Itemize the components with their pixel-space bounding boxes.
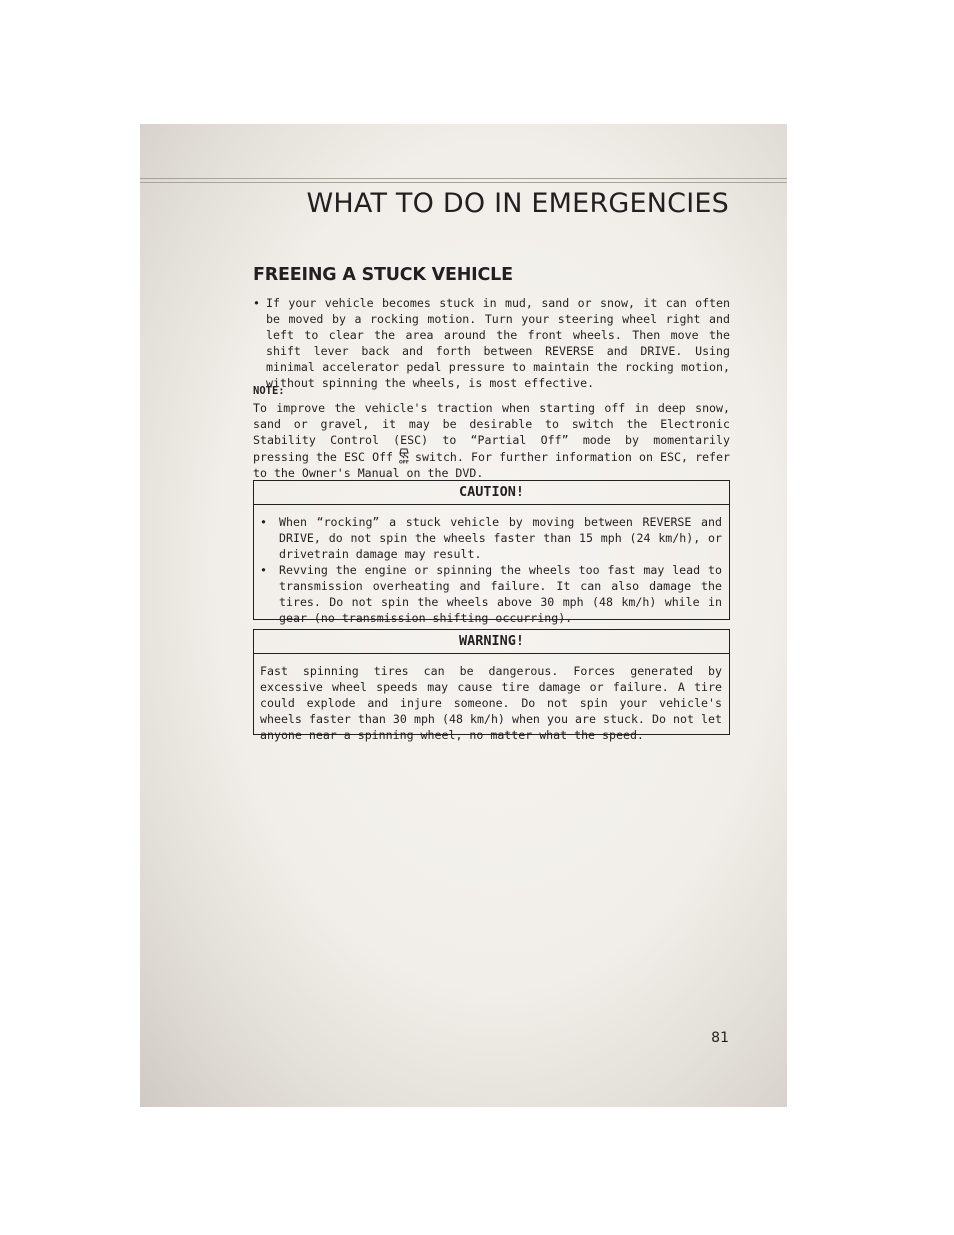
list-item-text: If your vehicle becomes stuck in mud, sand or snow, it can often be moved by a rocking motion. Turn your steering wheel right and left to clear the area around the front wheels. Then move the shift lever back and forth between REVERSE and DRIVE. Using minimal accelerator pedal pressure to maintain the rocking motion, without spinning the wheels, is most effective. bbox=[266, 296, 730, 390]
header-rule-bottom bbox=[140, 182, 787, 183]
note-text-after: switch. For further information on ESC, refer to the Owner's Manual on the DVD. bbox=[253, 450, 730, 480]
bullet-dot: • bbox=[253, 296, 260, 310]
caution-item-text: When “rocking” a stuck vehicle by moving between REVERSE and DRIVE, do not spin the wheels faster than 15 mph (24 km/h), or drivetrain damage may result. bbox=[279, 515, 722, 561]
chapter-title: WHAT TO DO IN EMERGENCIES bbox=[306, 188, 729, 219]
manual-page bbox=[140, 124, 787, 1107]
page-number: 81 bbox=[711, 1030, 729, 1046]
bullet-dot: • bbox=[260, 515, 267, 529]
note-text bbox=[253, 400, 730, 481]
list-item bbox=[253, 295, 730, 391]
caution-title: CAUTION! bbox=[254, 481, 729, 505]
esc-off-icon bbox=[396, 448, 412, 464]
caution-box bbox=[253, 480, 730, 625]
list-item bbox=[260, 514, 722, 562]
warning-box bbox=[253, 629, 730, 742]
esc-off-icon-label: OFF bbox=[399, 460, 410, 464]
note-text-before: To improve the vehicle's traction when starting off in deep snow, sand or gravel, it may be desirable to switch the Electronic Stability Control (ESC) to “Partial Off” mode by momentarily pressing the ESC Off bbox=[253, 401, 730, 464]
caution-list bbox=[254, 505, 729, 626]
bullet-dot: • bbox=[260, 563, 267, 577]
instruction-list bbox=[253, 295, 730, 391]
note-label: NOTE: bbox=[253, 385, 285, 397]
header-rule-top bbox=[140, 178, 787, 179]
section-title: FREEING A STUCK VEHICLE bbox=[253, 265, 513, 285]
list-item bbox=[260, 562, 722, 626]
caution-item-text: Revving the engine or spinning the wheels too fast may lead to transmission overheating and failure. It can also damage the tires. Do not spin the wheels above 30 mph (48 km/h) while in gear (no transmission shifting occurring). bbox=[279, 563, 722, 625]
warning-text: Fast spinning tires can be dangerous. Forces generated by excessive wheel speeds may cause tire damage or failure. A tire could explode and injure someone. Do not spin your vehicle's wheels faster than 30 mph (48 km/h) when you are stuck. Do not let anyone near a spinning wheel, no matter what the speed. bbox=[260, 664, 722, 742]
warning-title: WARNING! bbox=[254, 630, 729, 654]
